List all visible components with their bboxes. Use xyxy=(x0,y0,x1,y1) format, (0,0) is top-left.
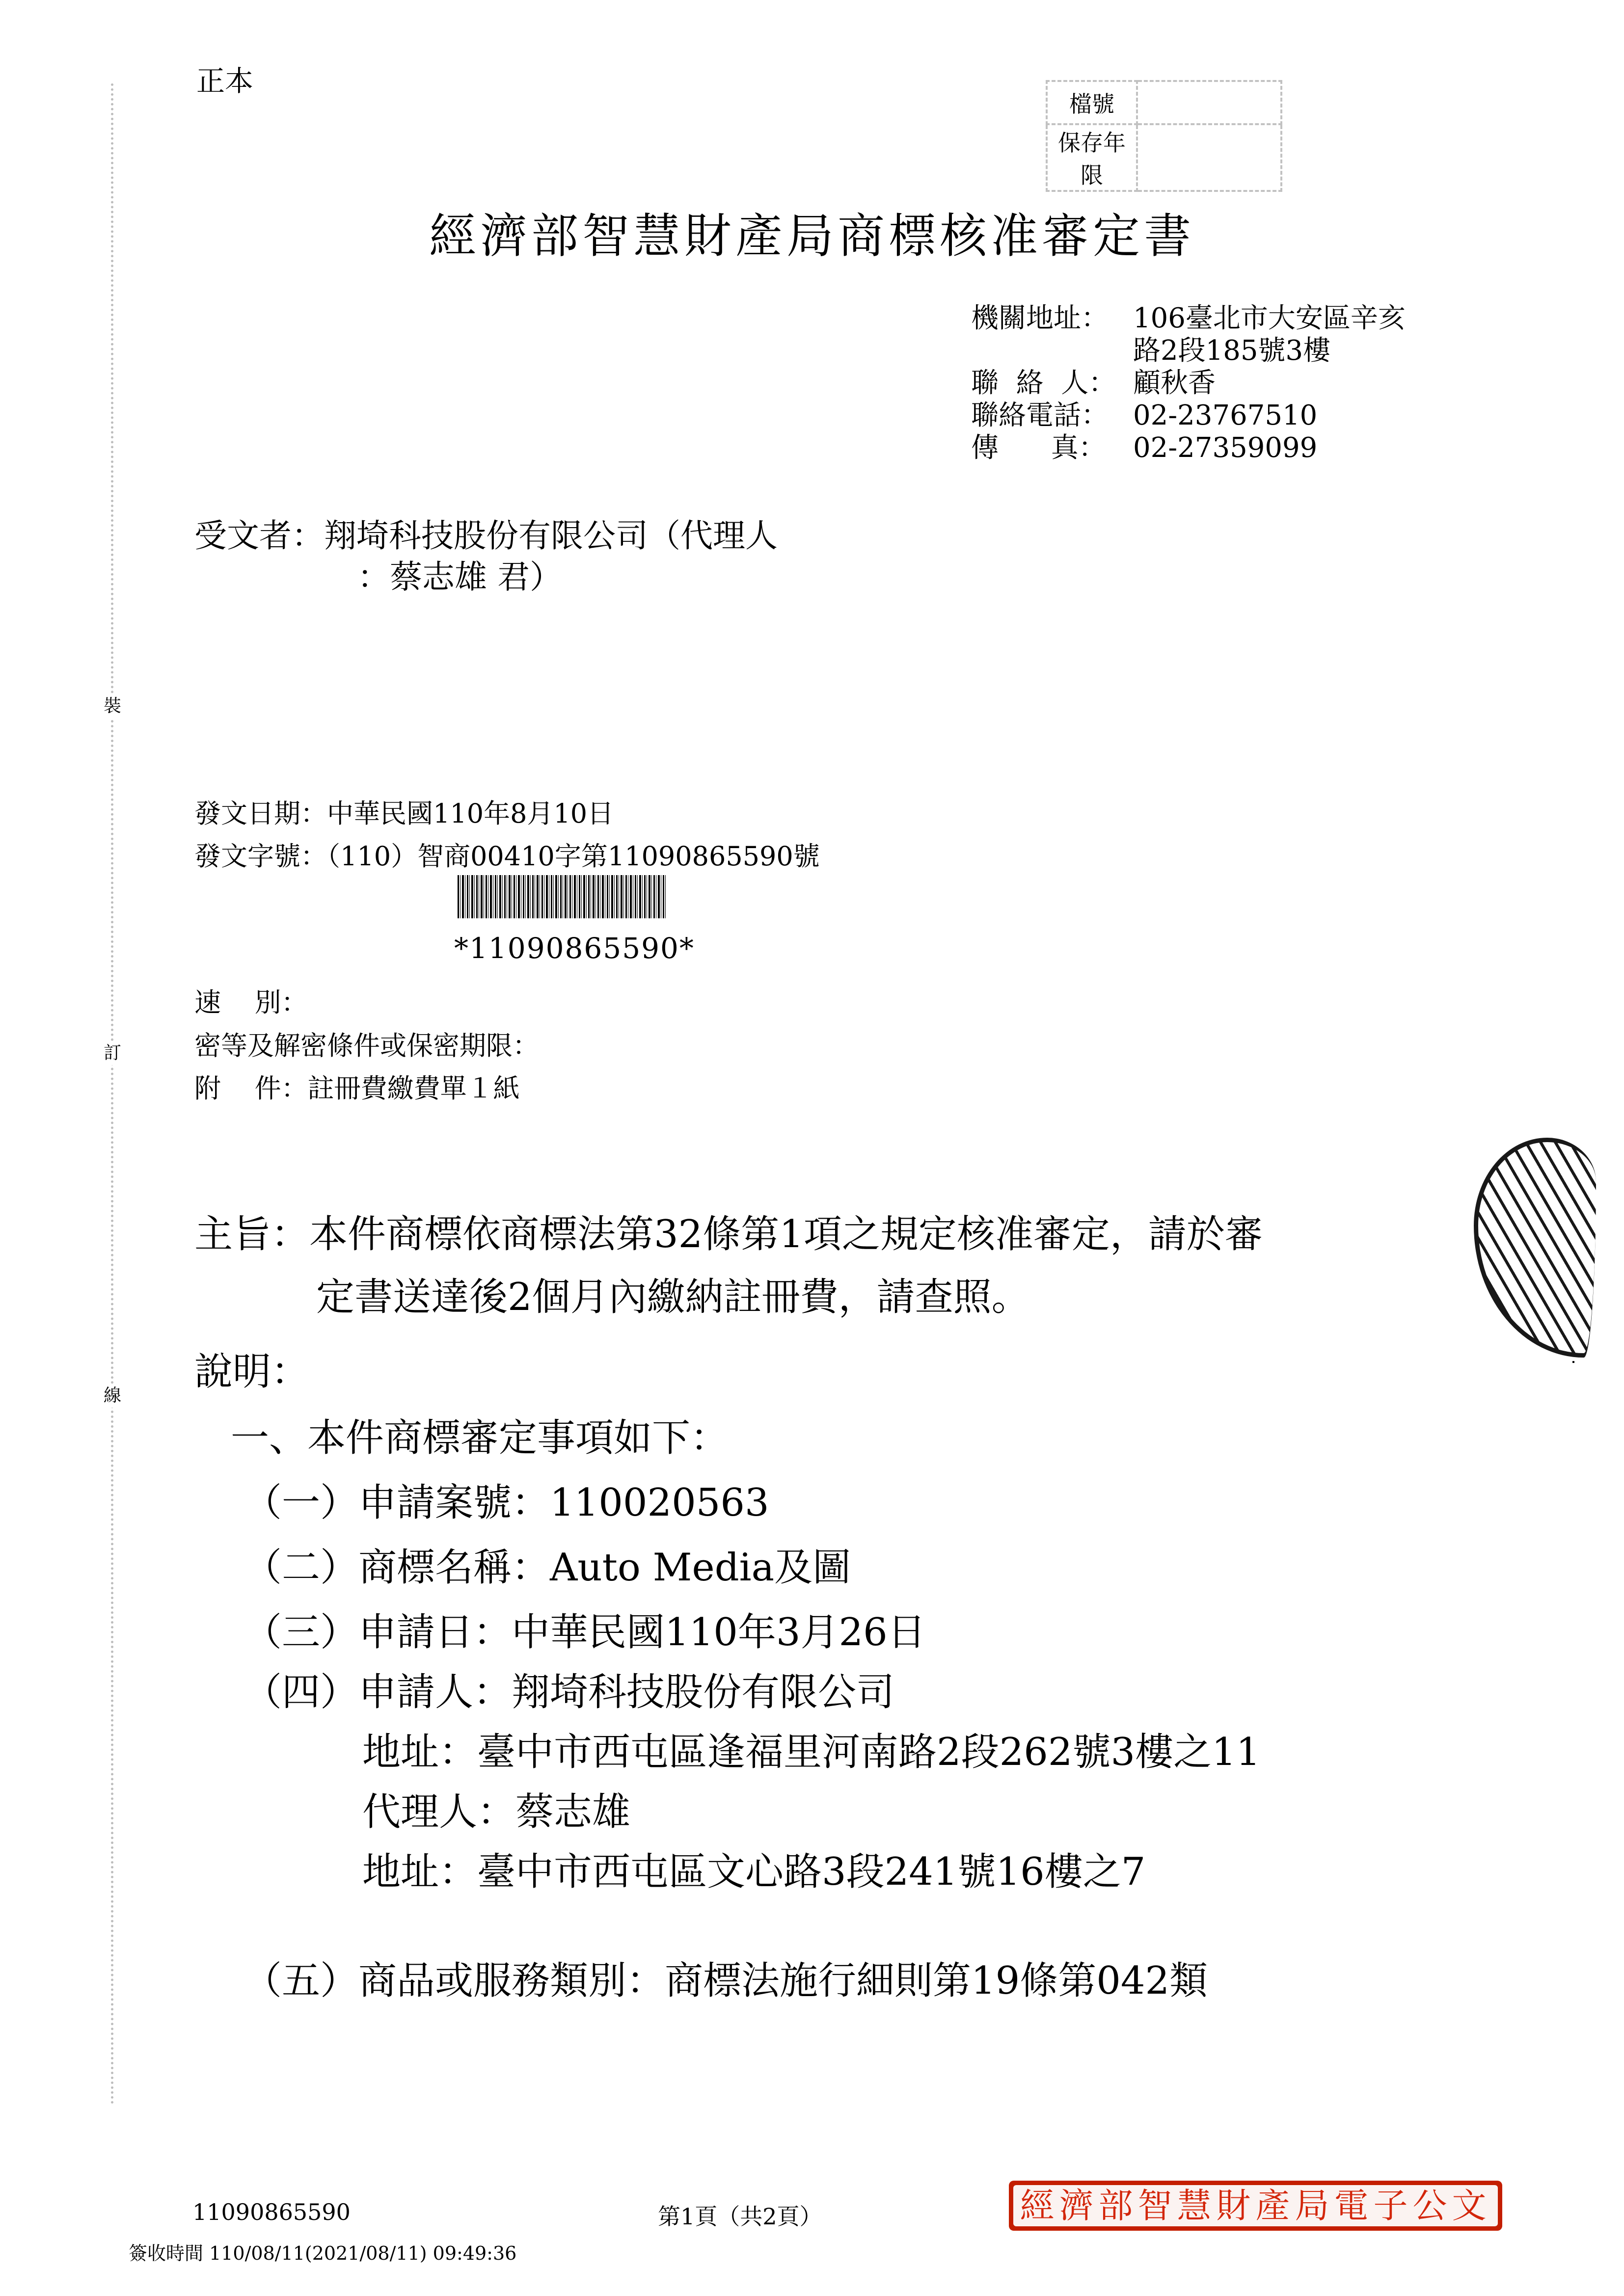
item-applicant: （四）申請人：翔埼科技股份有限公司 xyxy=(244,1670,895,1714)
speed-label: 速 別： xyxy=(194,987,308,1018)
binding-dotted-line xyxy=(111,83,113,2106)
explanation-heading: 說明： xyxy=(194,1350,310,1394)
binding-mark-zhuang: 裝 xyxy=(101,694,124,718)
item-applicant-address: 地址：臺中市西屯區逢福里河南路2段262號3樓之11 xyxy=(362,1730,1261,1774)
electronic-document-stamp xyxy=(1009,2181,1502,2231)
recipient-block xyxy=(194,515,778,598)
fax-number: 02-27359099 xyxy=(1133,432,1318,464)
phone-number: 02-23767510 xyxy=(1133,400,1318,431)
recipient-line1: 受文者：翔埼科技股份有限公司（代理人 xyxy=(194,517,778,555)
agency-address-label: 機關地址： xyxy=(971,302,1109,334)
explanation-section1: 一、本件商標審定事項如下： xyxy=(231,1416,729,1460)
dispatch-date-row xyxy=(194,798,614,830)
binding-mark-ding: 訂 xyxy=(101,1041,124,1065)
file-number-value xyxy=(1137,81,1281,124)
footer-received-time: 簽收時間 110/08/11(2021/08/11) 09:49:36 xyxy=(129,2243,517,2264)
item-agent-address: 地址：臺中市西屯區文心路3段241號16樓之7 xyxy=(362,1850,1146,1894)
attachment-label: 附 件： xyxy=(194,1073,308,1104)
subject-line1: 主旨：本件商標依商標法第32條第1項之規定核准審定，請於審 xyxy=(194,1212,1263,1256)
archive-row-file-number xyxy=(1047,81,1281,124)
agency-address-line1: 106臺北市大安區辛亥 xyxy=(1133,302,1406,334)
document-title: 經濟部智慧財產局商標核准審定書 xyxy=(429,209,1195,264)
dispatch-ref-label: 發文字號： xyxy=(194,841,327,872)
contact-name: 顧秋香 xyxy=(1133,367,1216,399)
original-copy-label: 正本 xyxy=(196,64,254,98)
agency-info xyxy=(971,302,1406,464)
agency-address-line2: 路2段185號3樓 xyxy=(1133,335,1331,367)
binding-mark-xian: 線 xyxy=(101,1384,124,1408)
retention-label: 保存年限 xyxy=(1047,124,1137,191)
footer-page-indicator: 第1頁（共2頁） xyxy=(658,2203,822,2230)
item-trademark-name: （二）商標名稱：Auto Media及圖 xyxy=(244,1546,851,1590)
item-agent: 代理人：蔡志雄 xyxy=(362,1790,631,1834)
barcode xyxy=(458,875,666,918)
attachment-value: 註冊費繳費單１紙 xyxy=(307,1073,520,1104)
dispatch-date: 中華民國110年8月10日 xyxy=(327,798,614,829)
barcode-text: *11090865590* xyxy=(454,932,695,965)
subject-line2: 定書送達後2個月內繳納註冊費，請查照。 xyxy=(316,1275,1030,1319)
contact-label: 聯 絡 人： xyxy=(971,367,1116,399)
dispatch-ref: （110）智商00410字第11090865590號 xyxy=(327,841,820,872)
fax-label: 傳 真： xyxy=(971,432,1106,464)
file-number-label: 檔號 xyxy=(1047,81,1137,124)
archive-row-retention xyxy=(1047,124,1281,191)
seal-dot xyxy=(1572,1361,1574,1363)
footer-doc-number: 11090865590 xyxy=(192,2199,351,2225)
item-application-date: （三）申請日：中華民國110年3月26日 xyxy=(244,1610,926,1655)
secrecy-row xyxy=(194,1030,539,1062)
archive-info-table xyxy=(1046,80,1282,192)
item-application-number: （一）申請案號：110020563 xyxy=(244,1481,769,1525)
dispatch-ref-row xyxy=(194,840,820,873)
phone-label: 聯絡電話： xyxy=(971,400,1109,431)
attachment-row xyxy=(194,1072,520,1105)
subject-block xyxy=(194,1210,1263,1322)
item-goods-services-class: （五）商品或服務類別：商標法施行細則第19條第042類 xyxy=(244,1959,1208,2003)
secrecy-label: 密等及解密條件或保密期限： xyxy=(194,1030,539,1061)
electronic-document-stamp-text: 經濟部智慧財產局電子公文 xyxy=(1013,2185,1498,2226)
official-seal-stamp xyxy=(1474,1138,1596,1358)
retention-value xyxy=(1137,124,1281,191)
speed-row xyxy=(194,987,308,1019)
recipient-line2: ：蔡志雄 君） xyxy=(357,558,562,596)
dispatch-date-label: 發文日期： xyxy=(194,798,327,829)
